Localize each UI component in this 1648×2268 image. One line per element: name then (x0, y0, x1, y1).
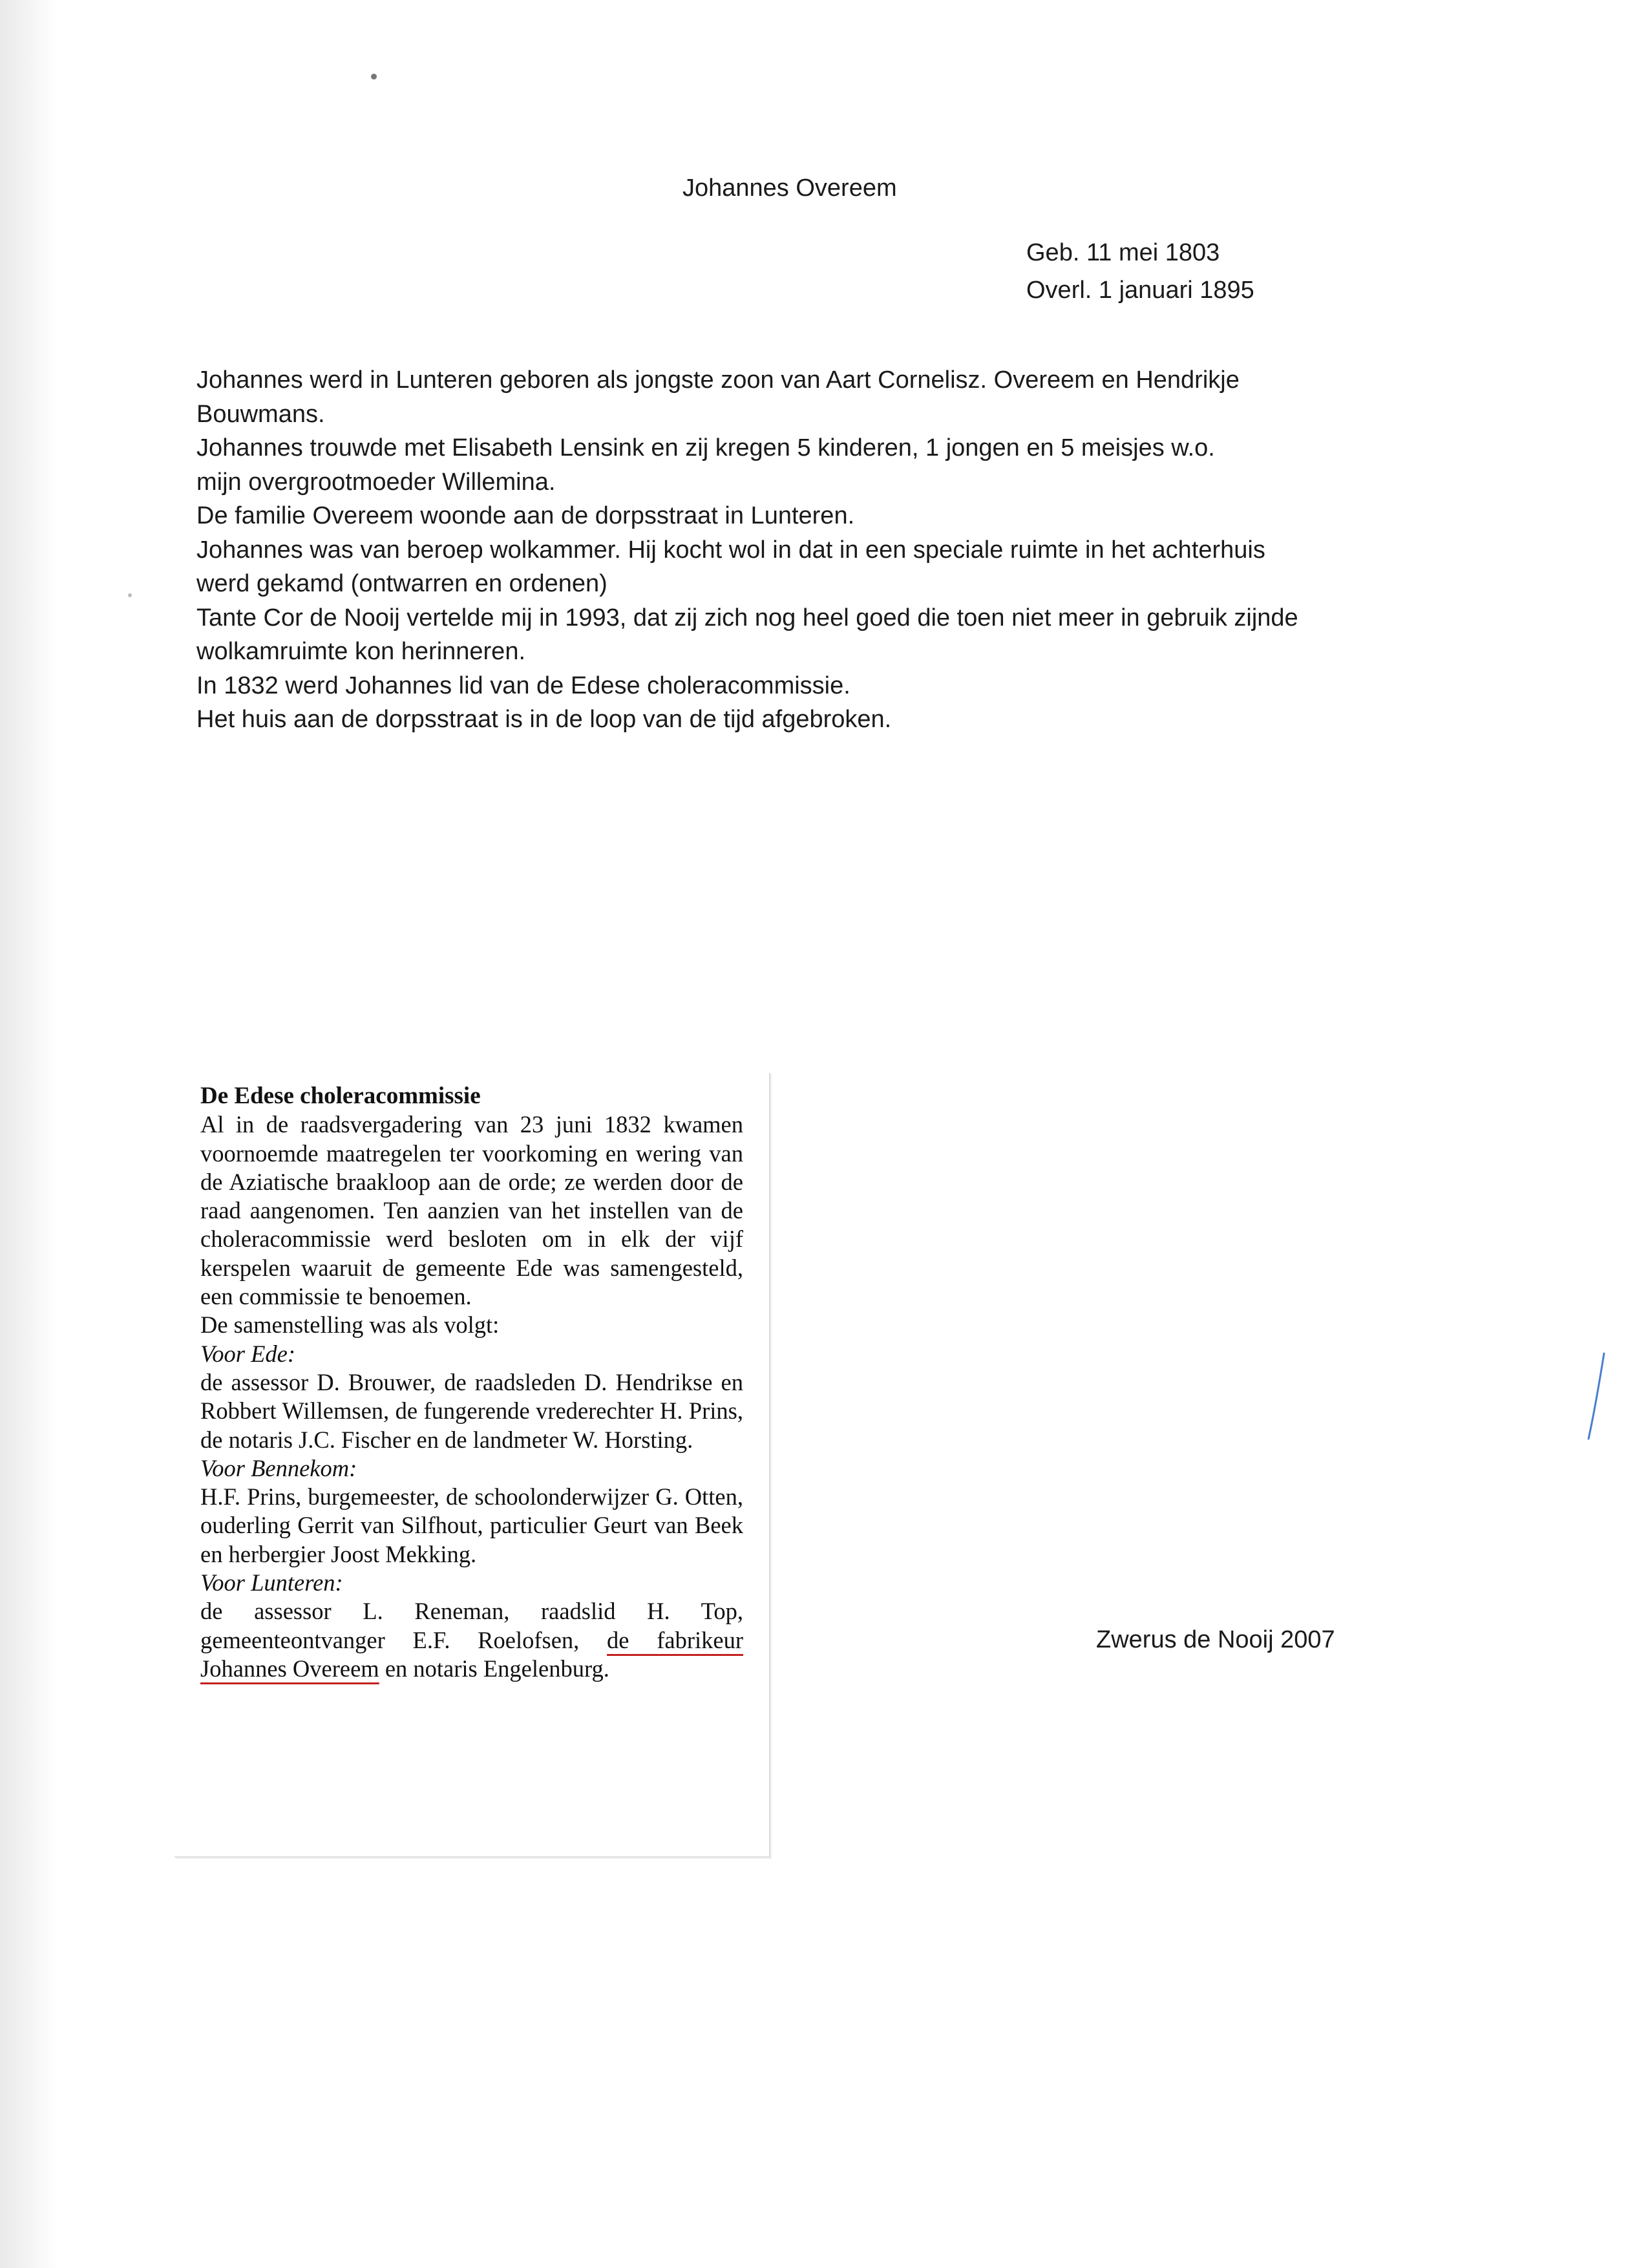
birth-date: Geb. 11 mei 1803 (1026, 239, 1220, 266)
clipping-intro: Al in de raadsvergadering van 23 juni 1832 kwamen voornoemde maatregelen ter voorkoming en wering van de Aziatische braakloop aan de orde; ze werden door de raad aangenomen. Ten aanzien van het instellen van de choleracommissie werd besloten om in elk der vijf kerspelen waaruit de gemeente Ede was samengesteld, een commissie te benoemen. (200, 1111, 743, 1310)
bio-line: Johannes trouwde met Elisabeth Lensink en zij kregen 5 kinderen, 1 jongen en 5 meisjes w.o. (196, 434, 1215, 461)
bio-line: In 1832 werd Johannes lid van de Edese choleracommissie. (196, 672, 850, 699)
bio-line: De familie Overeem woonde aan de dorpsstraat in Lunteren. (196, 502, 855, 529)
scan-speck (128, 593, 132, 597)
scan-speck (371, 74, 377, 79)
bio-line: mijn overgrootmoeder Willemina. (196, 468, 556, 496)
clipping-composition-intro: De samenstelling was als volgt: (200, 1311, 500, 1339)
life-dates (1026, 234, 1254, 309)
members-lunteren (200, 1597, 743, 1683)
bio-line: werd gekamd (ontwarren en ordenen) (196, 570, 607, 597)
newspaper-clipping (174, 1073, 770, 1858)
bio-line: wolkamruimte kon herinneren. (196, 638, 526, 665)
bio-line: Het huis aan de dorpsstraat is in de loop van de tijd afgebroken. (196, 706, 892, 733)
highlighted-name: de fabrikeur Johannes Overeem (200, 1626, 743, 1682)
bio-line: Johannes was van beroep wolkammer. Hij kocht wol in dat in een speciale ruimte in het achterhuis (196, 536, 1265, 564)
members-bennekom: H.F. Prins, burgemeester, de schoolonderwijzer G. Otten, ouderling Gerrit van Silfhout, particulier Geurt van Beek en herbergier Joost Mekking. (200, 1483, 743, 1567)
place-label-lunteren: Voor Lunteren: (200, 1569, 343, 1596)
bio-line: Tante Cor de Nooij vertelde mij in 1993, dat zij zich nog heel goed die toen niet meer in gebruik zijnde (196, 604, 1298, 631)
author-signature: Zwerus de Nooij 2007 (1096, 1626, 1335, 1653)
clipping-heading: De Edese choleracommissie (200, 1083, 481, 1109)
place-label-ede: Voor Ede: (200, 1340, 295, 1367)
members-lunteren-before: de assessor L. Reneman, raadslid H. Top, gemeenteontvanger E.F. Roelofsen, (200, 1598, 743, 1653)
page-title: Johannes Overeem (682, 175, 897, 202)
pen-mark (1585, 1351, 1611, 1441)
death-date: Overl. 1 januari 1895 (1026, 277, 1254, 304)
members-ede: de assessor D. Brouwer, de raadsleden D. Hendrikse en Robbert Willemsen, de fungerende vrederechter H. Prins, de notaris J.C. Fischer en de landmeter W. Horsting. (200, 1368, 743, 1453)
scan-edge-shadow (0, 0, 58, 2268)
bio-line: Johannes werd in Lunteren geboren als jongste zoon van Aart Cornelisz. Overeem en Hendrikje (196, 366, 1240, 394)
members-lunteren-after: en notaris Engelenburg. (379, 1655, 609, 1682)
biography-text (196, 363, 1489, 737)
place-label-bennekom: Voor Bennekom: (200, 1454, 357, 1481)
clipping-text (200, 1082, 743, 1683)
bio-line: Bouwmans. (196, 400, 325, 428)
